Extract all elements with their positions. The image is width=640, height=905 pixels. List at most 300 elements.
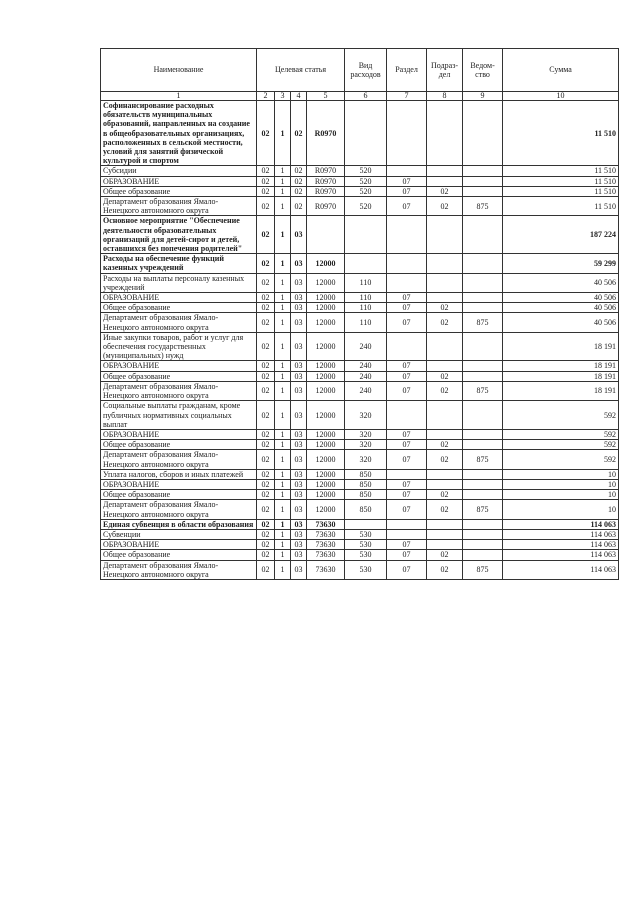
cell-expense-type: 240 — [345, 361, 387, 371]
cell-name: Субвенции — [101, 529, 257, 539]
cell-program: 02 — [257, 450, 275, 469]
cell-event: 03 — [291, 361, 307, 371]
cell-department — [463, 401, 503, 430]
col-number: 4 — [291, 92, 307, 101]
cell-program: 02 — [257, 381, 275, 400]
cell-direction: 12000 — [307, 429, 345, 439]
cell-subprogram: 1 — [275, 429, 291, 439]
cell-program: 02 — [257, 560, 275, 579]
cell-section: 07 — [387, 293, 427, 303]
cell-subprogram: 1 — [275, 176, 291, 186]
table-row — [101, 519, 619, 529]
cell-direction: 12000 — [307, 381, 345, 400]
cell-event: 03 — [291, 450, 307, 469]
cell-subsection: 02 — [427, 381, 463, 400]
cell-event: 03 — [291, 371, 307, 381]
cell-expense-type: 110 — [345, 313, 387, 332]
cell-name: Общее образование — [101, 550, 257, 560]
cell-subprogram: 1 — [275, 401, 291, 430]
cell-name: Департамент образования Ямало-Ненецкого автономного округа — [101, 197, 257, 216]
col-number: 9 — [463, 92, 503, 101]
cell-event: 03 — [291, 540, 307, 550]
cell-section — [387, 519, 427, 529]
cell-expense-type: 320 — [345, 401, 387, 430]
cell-subsection: 02 — [427, 490, 463, 500]
cell-program: 02 — [257, 186, 275, 196]
cell-sum: 59 299 — [503, 254, 619, 273]
cell-name: Департамент образования Ямало-Ненецкого автономного округа — [101, 313, 257, 332]
cell-event: 03 — [291, 500, 307, 519]
cell-name: Департамент образования Ямало-Ненецкого автономного округа — [101, 560, 257, 579]
cell-direction: R0970 — [307, 166, 345, 176]
cell-direction: 12000 — [307, 490, 345, 500]
cell-event: 03 — [291, 529, 307, 539]
cell-event: 03 — [291, 519, 307, 529]
cell-subprogram: 1 — [275, 519, 291, 529]
cell-program: 02 — [257, 332, 275, 361]
cell-section: 07 — [387, 450, 427, 469]
cell-name: Общее образование — [101, 440, 257, 450]
cell-program: 02 — [257, 361, 275, 371]
cell-event: 03 — [291, 429, 307, 439]
table-row — [101, 216, 619, 254]
cell-sum: 40 506 — [503, 273, 619, 292]
cell-section: 07 — [387, 197, 427, 216]
cell-department — [463, 550, 503, 560]
cell-subsection — [427, 216, 463, 254]
cell-name: Общее образование — [101, 303, 257, 313]
cell-direction: R0970 — [307, 186, 345, 196]
cell-program: 02 — [257, 303, 275, 313]
cell-direction: 12000 — [307, 361, 345, 371]
cell-subsection — [427, 176, 463, 186]
cell-subsection — [427, 401, 463, 430]
header-subsection: Подраз-дел — [427, 49, 463, 92]
cell-section — [387, 273, 427, 292]
cell-department: 875 — [463, 197, 503, 216]
cell-program: 02 — [257, 254, 275, 273]
cell-section: 07 — [387, 560, 427, 579]
cell-event: 03 — [291, 254, 307, 273]
cell-subprogram: 1 — [275, 313, 291, 332]
cell-section: 07 — [387, 429, 427, 439]
cell-name: Единая субвенция в области образования — [101, 519, 257, 529]
cell-subprogram: 1 — [275, 440, 291, 450]
cell-section — [387, 216, 427, 254]
cell-department — [463, 293, 503, 303]
cell-department: 875 — [463, 450, 503, 469]
cell-sum: 40 506 — [503, 313, 619, 332]
cell-expense-type: 520 — [345, 186, 387, 196]
header-section: Раздел — [387, 49, 427, 92]
cell-program: 02 — [257, 313, 275, 332]
cell-department — [463, 540, 503, 550]
cell-direction: 12000 — [307, 479, 345, 489]
cell-section — [387, 101, 427, 166]
cell-name: Департамент образования Ямало-Ненецкого автономного округа — [101, 381, 257, 400]
cell-section: 07 — [387, 440, 427, 450]
header-department: Ведом-ство — [463, 49, 503, 92]
cell-name: Уплата налогов, сборов и иных платежей — [101, 469, 257, 479]
cell-subprogram: 1 — [275, 371, 291, 381]
cell-subsection: 02 — [427, 440, 463, 450]
cell-expense-type: 850 — [345, 469, 387, 479]
cell-expense-type — [345, 216, 387, 254]
cell-section: 07 — [387, 490, 427, 500]
table-row — [101, 381, 619, 400]
cell-department — [463, 254, 503, 273]
cell-subsection: 02 — [427, 303, 463, 313]
cell-sum: 11 510 — [503, 176, 619, 186]
cell-sum: 40 506 — [503, 293, 619, 303]
cell-sum: 18 191 — [503, 361, 619, 371]
cell-sum: 18 191 — [503, 371, 619, 381]
table-row — [101, 550, 619, 560]
cell-subprogram: 1 — [275, 332, 291, 361]
cell-subsection — [427, 254, 463, 273]
cell-section: 07 — [387, 186, 427, 196]
cell-subsection — [427, 540, 463, 550]
cell-program: 02 — [257, 176, 275, 186]
cell-subsection — [427, 293, 463, 303]
cell-event: 03 — [291, 381, 307, 400]
cell-subsection: 02 — [427, 186, 463, 196]
cell-subprogram: 1 — [275, 529, 291, 539]
table-row — [101, 490, 619, 500]
cell-sum: 11 510 — [503, 101, 619, 166]
cell-expense-type: 850 — [345, 479, 387, 489]
table-row — [101, 293, 619, 303]
cell-name: Общее образование — [101, 186, 257, 196]
cell-subprogram: 1 — [275, 550, 291, 560]
cell-direction: R0970 — [307, 197, 345, 216]
table-row — [101, 197, 619, 216]
header-name: Наименование — [101, 49, 257, 92]
cell-sum: 18 191 — [503, 381, 619, 400]
cell-program: 02 — [257, 519, 275, 529]
cell-department — [463, 361, 503, 371]
cell-expense-type: 110 — [345, 303, 387, 313]
cell-department — [463, 429, 503, 439]
cell-subsection — [427, 469, 463, 479]
col-number: 2 — [257, 92, 275, 101]
cell-subprogram: 1 — [275, 254, 291, 273]
header-row — [101, 49, 619, 92]
cell-name: Общее образование — [101, 490, 257, 500]
cell-department: 875 — [463, 560, 503, 579]
cell-name: Социальные выплаты гражданам, кроме публичных нормативных социальных выплат — [101, 401, 257, 430]
col-number: 5 — [307, 92, 345, 101]
cell-department: 875 — [463, 500, 503, 519]
cell-direction: R0970 — [307, 176, 345, 186]
budget-table — [100, 48, 619, 580]
cell-expense-type: 240 — [345, 332, 387, 361]
cell-program: 02 — [257, 479, 275, 489]
cell-sum: 18 191 — [503, 332, 619, 361]
cell-section: 07 — [387, 500, 427, 519]
cell-direction: 73630 — [307, 519, 345, 529]
cell-department — [463, 332, 503, 361]
cell-event: 02 — [291, 186, 307, 196]
cell-subsection — [427, 429, 463, 439]
table-row — [101, 429, 619, 439]
cell-department — [463, 519, 503, 529]
cell-subprogram: 1 — [275, 101, 291, 166]
cell-event: 02 — [291, 176, 307, 186]
cell-subsection: 02 — [427, 550, 463, 560]
cell-event: 03 — [291, 560, 307, 579]
cell-department — [463, 371, 503, 381]
cell-program: 02 — [257, 371, 275, 381]
cell-name: ОБРАЗОВАНИЕ — [101, 540, 257, 550]
cell-sum: 114 063 — [503, 529, 619, 539]
cell-department — [463, 216, 503, 254]
cell-expense-type: 530 — [345, 550, 387, 560]
cell-expense-type: 520 — [345, 166, 387, 176]
cell-direction: 73630 — [307, 529, 345, 539]
cell-section: 07 — [387, 540, 427, 550]
column-number-row — [101, 92, 619, 101]
cell-event: 03 — [291, 490, 307, 500]
cell-subsection — [427, 479, 463, 489]
cell-sum: 592 — [503, 429, 619, 439]
header-target-article: Целевая статья — [257, 49, 345, 92]
table-row — [101, 560, 619, 579]
cell-event: 03 — [291, 440, 307, 450]
cell-sum: 10 — [503, 490, 619, 500]
cell-program: 02 — [257, 273, 275, 292]
col-number: 7 — [387, 92, 427, 101]
cell-expense-type: 530 — [345, 529, 387, 539]
cell-department: 875 — [463, 381, 503, 400]
cell-name: Основное мероприятие "Обеспечение деятельности образовательных организаций для детей-сирот и детей, оставшихся без попечения родителей" — [101, 216, 257, 254]
cell-expense-type: 530 — [345, 540, 387, 550]
cell-name: Субсидии — [101, 166, 257, 176]
table-row — [101, 332, 619, 361]
table-row — [101, 440, 619, 450]
cell-expense-type: 850 — [345, 500, 387, 519]
table-row — [101, 529, 619, 539]
cell-section — [387, 254, 427, 273]
cell-name: Расходы на обеспечение функций казенных учреждений — [101, 254, 257, 273]
cell-direction: 12000 — [307, 254, 345, 273]
cell-direction: 12000 — [307, 401, 345, 430]
table-row — [101, 469, 619, 479]
cell-subsection: 02 — [427, 560, 463, 579]
cell-direction: 12000 — [307, 469, 345, 479]
cell-subprogram: 1 — [275, 490, 291, 500]
cell-department — [463, 303, 503, 313]
table-row — [101, 176, 619, 186]
cell-direction: 73630 — [307, 540, 345, 550]
cell-subsection — [427, 529, 463, 539]
cell-sum: 592 — [503, 450, 619, 469]
cell-section: 07 — [387, 303, 427, 313]
cell-department — [463, 440, 503, 450]
cell-subprogram: 1 — [275, 216, 291, 254]
cell-subprogram: 1 — [275, 381, 291, 400]
cell-program: 02 — [257, 197, 275, 216]
cell-subprogram: 1 — [275, 293, 291, 303]
cell-event: 03 — [291, 313, 307, 332]
cell-name: ОБРАЗОВАНИЕ — [101, 361, 257, 371]
cell-subprogram: 1 — [275, 197, 291, 216]
cell-direction: 73630 — [307, 560, 345, 579]
cell-event: 03 — [291, 273, 307, 292]
cell-direction: 73630 — [307, 550, 345, 560]
cell-name: ОБРАЗОВАНИЕ — [101, 429, 257, 439]
cell-subprogram: 1 — [275, 500, 291, 519]
cell-expense-type: 240 — [345, 371, 387, 381]
cell-expense-type — [345, 101, 387, 166]
cell-program: 02 — [257, 490, 275, 500]
cell-program: 02 — [257, 166, 275, 176]
cell-department — [463, 176, 503, 186]
cell-direction: 12000 — [307, 500, 345, 519]
cell-section — [387, 166, 427, 176]
col-number: 3 — [275, 92, 291, 101]
cell-section: 07 — [387, 371, 427, 381]
cell-name: Иные закупки товаров, работ и услуг для обеспечения государственных (муниципальных) нужд — [101, 332, 257, 361]
cell-program: 02 — [257, 550, 275, 560]
table-row — [101, 540, 619, 550]
cell-direction — [307, 216, 345, 254]
cell-direction: 12000 — [307, 313, 345, 332]
cell-expense-type: 110 — [345, 273, 387, 292]
table-row — [101, 371, 619, 381]
cell-event: 03 — [291, 469, 307, 479]
cell-department — [463, 101, 503, 166]
cell-section: 07 — [387, 550, 427, 560]
cell-expense-type: 240 — [345, 381, 387, 400]
cell-subsection — [427, 273, 463, 292]
cell-subprogram: 1 — [275, 303, 291, 313]
cell-subsection — [427, 166, 463, 176]
cell-subsection: 02 — [427, 197, 463, 216]
cell-expense-type — [345, 519, 387, 529]
cell-sum: 114 063 — [503, 540, 619, 550]
cell-expense-type: 320 — [345, 440, 387, 450]
cell-subprogram: 1 — [275, 560, 291, 579]
cell-subprogram: 1 — [275, 186, 291, 196]
col-number: 1 — [101, 92, 257, 101]
cell-subprogram: 1 — [275, 469, 291, 479]
cell-section: 07 — [387, 381, 427, 400]
cell-sum: 11 510 — [503, 186, 619, 196]
cell-sum: 40 506 — [503, 303, 619, 313]
col-number: 6 — [345, 92, 387, 101]
cell-event: 02 — [291, 166, 307, 176]
cell-program: 02 — [257, 529, 275, 539]
table-row — [101, 273, 619, 292]
cell-sum: 114 063 — [503, 550, 619, 560]
cell-program: 02 — [257, 216, 275, 254]
cell-event: 02 — [291, 101, 307, 166]
cell-expense-type: 110 — [345, 293, 387, 303]
cell-expense-type: 530 — [345, 560, 387, 579]
cell-subsection: 02 — [427, 500, 463, 519]
table-row — [101, 303, 619, 313]
cell-program: 02 — [257, 293, 275, 303]
cell-sum: 187 224 — [503, 216, 619, 254]
table-row — [101, 101, 619, 166]
cell-name: Департамент образования Ямало-Ненецкого автономного округа — [101, 500, 257, 519]
cell-event: 03 — [291, 479, 307, 489]
cell-subprogram: 1 — [275, 450, 291, 469]
cell-event: 03 — [291, 303, 307, 313]
cell-expense-type: 320 — [345, 450, 387, 469]
cell-sum: 10 — [503, 500, 619, 519]
cell-program: 02 — [257, 540, 275, 550]
cell-expense-type: 520 — [345, 197, 387, 216]
cell-subsection — [427, 361, 463, 371]
cell-direction: 12000 — [307, 293, 345, 303]
cell-section: 07 — [387, 176, 427, 186]
table-row — [101, 450, 619, 469]
cell-subprogram: 1 — [275, 166, 291, 176]
cell-department — [463, 273, 503, 292]
cell-section — [387, 529, 427, 539]
cell-sum: 114 063 — [503, 519, 619, 529]
cell-name: Софинансирование расходных обязательств муниципальных образований, направленных на создание в общеобразовательных организациях, расположенных в сельской местности, условий для занятий физической культурой и спортом — [101, 101, 257, 166]
cell-subprogram: 1 — [275, 361, 291, 371]
cell-program: 02 — [257, 440, 275, 450]
cell-event: 02 — [291, 197, 307, 216]
cell-expense-type: 850 — [345, 490, 387, 500]
cell-program: 02 — [257, 101, 275, 166]
cell-subsection — [427, 519, 463, 529]
cell-sum: 114 063 — [503, 560, 619, 579]
cell-department — [463, 490, 503, 500]
cell-department — [463, 166, 503, 176]
cell-section — [387, 469, 427, 479]
cell-subsection: 02 — [427, 313, 463, 332]
cell-name: ОБРАЗОВАНИЕ — [101, 176, 257, 186]
cell-direction: 12000 — [307, 371, 345, 381]
col-number: 10 — [503, 92, 619, 101]
cell-subprogram: 1 — [275, 479, 291, 489]
table-row — [101, 254, 619, 273]
cell-sum: 592 — [503, 401, 619, 430]
cell-program: 02 — [257, 401, 275, 430]
cell-event: 03 — [291, 216, 307, 254]
cell-program: 02 — [257, 500, 275, 519]
cell-expense-type — [345, 254, 387, 273]
cell-program: 02 — [257, 429, 275, 439]
cell-section: 07 — [387, 479, 427, 489]
cell-name: ОБРАЗОВАНИЕ — [101, 293, 257, 303]
cell-event: 03 — [291, 293, 307, 303]
cell-name: Расходы на выплаты персоналу казенных учреждений — [101, 273, 257, 292]
cell-direction: 12000 — [307, 332, 345, 361]
cell-direction: 12000 — [307, 273, 345, 292]
table-row — [101, 166, 619, 176]
cell-name: Департамент образования Ямало-Ненецкого автономного округа — [101, 450, 257, 469]
cell-subprogram: 1 — [275, 273, 291, 292]
cell-sum: 10 — [503, 479, 619, 489]
cell-event: 03 — [291, 550, 307, 560]
cell-department — [463, 469, 503, 479]
cell-sum: 592 — [503, 440, 619, 450]
cell-sum: 11 510 — [503, 197, 619, 216]
cell-subsection: 02 — [427, 450, 463, 469]
cell-event: 03 — [291, 401, 307, 430]
cell-subsection: 02 — [427, 371, 463, 381]
cell-department — [463, 479, 503, 489]
cell-section: 07 — [387, 313, 427, 332]
cell-event: 03 — [291, 332, 307, 361]
cell-expense-type: 520 — [345, 176, 387, 186]
